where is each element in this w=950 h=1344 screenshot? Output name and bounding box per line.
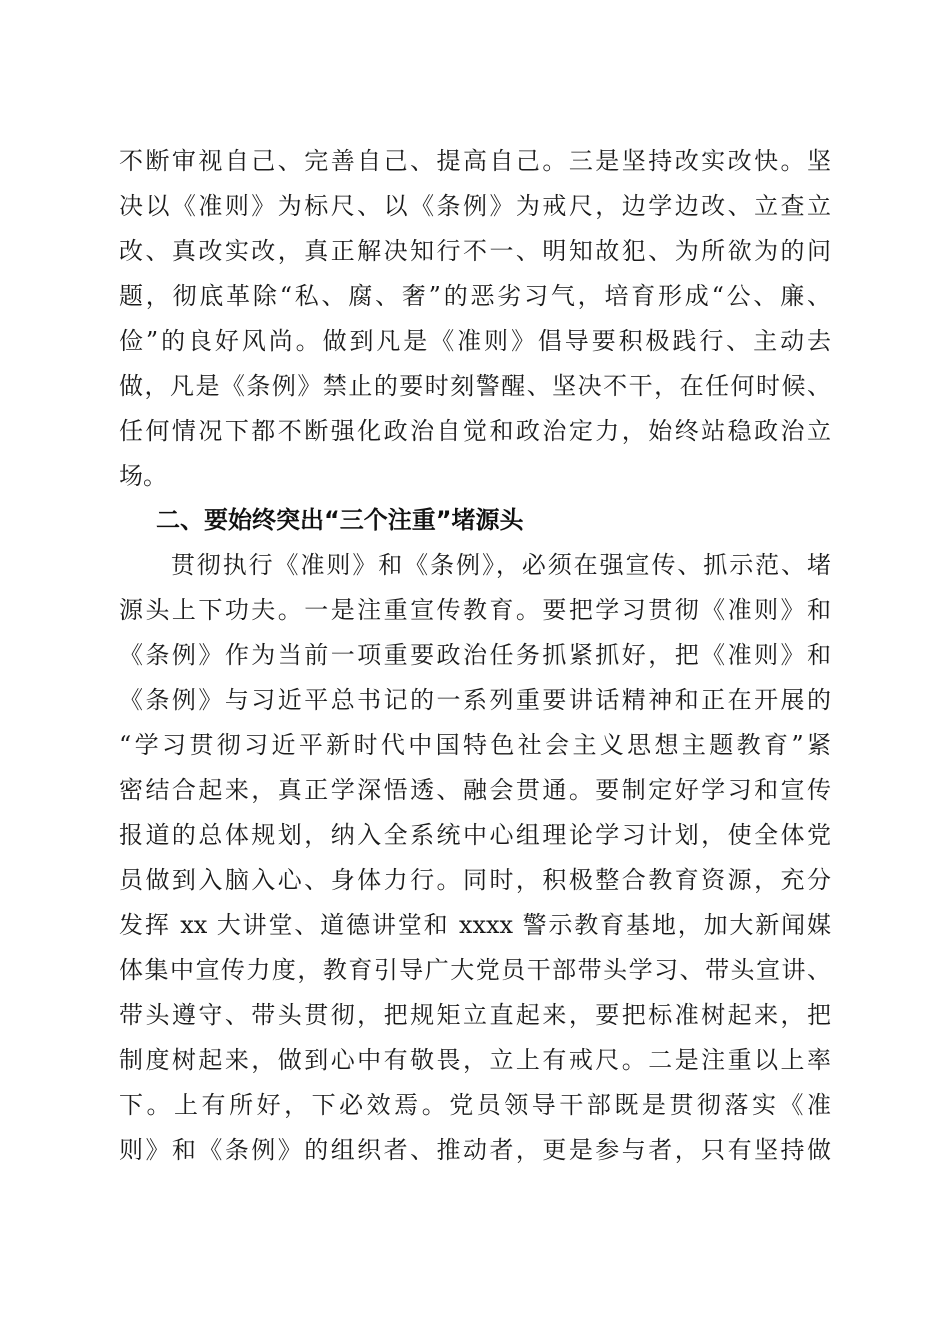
text-line: 场。 <box>119 462 167 490</box>
text-line: 源头上下功夫。一是注重宣传教育。要把学习贯彻《准则》和 <box>119 596 831 624</box>
text-line: 决以《准则》为标尺、以《条例》为戒尺，边学边改、立查立 <box>119 192 831 220</box>
text-line: 下。上有所好，下必效焉。党员领导干部既是贯彻落实《准 <box>119 1091 831 1119</box>
text-line: 贯彻执行《准则》和《条例》，必须在强宣传、抓示范、堵 <box>119 551 831 579</box>
text-line: 俭”的良好风尚。做到凡是《准则》倡导要积极践行、主动去 <box>119 327 831 355</box>
paragraph-main <box>119 543 831 1173</box>
text-line: 报道的总体规划，纳入全系统中心组理论学习计划，使全体党 <box>119 821 831 849</box>
text-line: 发挥 xx 大讲堂、道德讲堂和 xxxx 警示教育基地，加大新闻媒 <box>119 911 831 939</box>
text-line: 则》和《条例》的组织者、推动者，更是参与者，只有坚持做 <box>119 1136 831 1164</box>
text-line: 改、真改实改，真正解决知行不一、明知故犯、为所欲为的问 <box>119 237 831 265</box>
text-line: 带头遵守、带头贯彻，把规矩立直起来，要把标准树起来，把 <box>119 1001 831 1029</box>
text-line: 制度树起来，做到心中有敬畏，立上有戒尺。二是注重以上率 <box>119 1046 831 1074</box>
section-heading: 二、要始终突出“三个注重”堵源头 <box>156 506 524 534</box>
text-line: 题，彻底革除“私、腐、奢”的恶劣习气，培育形成“公、廉、 <box>119 282 831 310</box>
text-line: “学习贯彻习近平新时代中国特色社会主义思想主题教育”紧 <box>119 731 831 759</box>
text-line: 任何情况下都不断强化政治自觉和政治定力，始终站稳政治立 <box>119 417 831 445</box>
text-line: 《条例》作为当前一项重要政治任务抓紧抓好，把《准则》和 <box>119 641 831 669</box>
text-line: 不断审视自己、完善自己、提高自己。三是坚持改实改快。坚 <box>119 147 831 175</box>
text-line: 做，凡是《条例》禁止的要时刻警醒、坚决不干，在任何时候、 <box>119 372 831 400</box>
text-line: 密结合起来，真正学深悟透、融会贯通。要制定好学习和宣传 <box>119 776 831 804</box>
text-line: 《条例》与习近平总书记的一系列重要讲话精神和正在开展的 <box>119 686 831 714</box>
text-line: 体集中宣传力度，教育引导广大党员干部带头学习、带头宣讲、 <box>119 956 831 984</box>
paragraph-continued <box>119 139 831 499</box>
text-line: 员做到入脑入心、身体力行。同时，积极整合教育资源，充分 <box>119 866 831 894</box>
